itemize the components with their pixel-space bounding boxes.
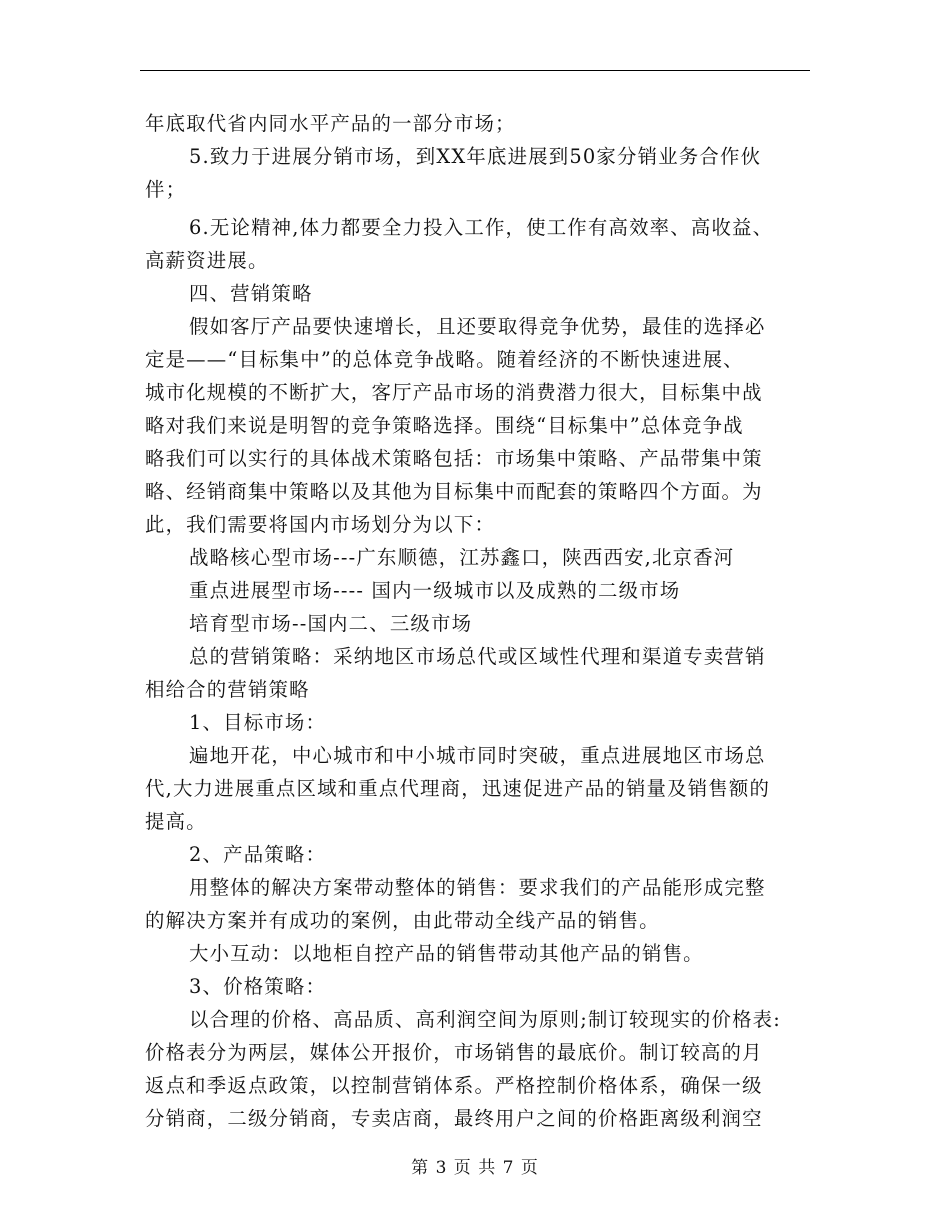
paragraph-line: 此，我们需要将国内市场划分为以下： [145, 513, 496, 536]
paragraph-line: 代,大力进展重点区域和重点代理商，迅速促进产品的销量及销售额的 [145, 777, 771, 800]
text-line: 高薪资进展。 [145, 249, 269, 272]
list-item-5: 5.致力于进展分销市场，到XX年底进展到50家分销业务合作伙 [189, 145, 762, 168]
document-body [145, 107, 810, 1135]
page-number: 第 3 页 共 7 页 [411, 1158, 539, 1178]
paragraph-line: 提高。 [145, 810, 207, 833]
paragraph-line: 用整体的解决方案带动整体的销售：要求我们的产品能形成完整 [189, 876, 766, 899]
paragraph-line: 略、经销商集中策略以及其他为目标集中而配套的策略四个方面。为 [145, 480, 763, 503]
subheading-target-market: 1、目标市场： [189, 711, 327, 734]
paragraph-line: 价格表分为两层，媒体公开报价，市场销售的最底价。制订较高的月 [145, 1041, 763, 1064]
paragraph-line: 略我们可以实行的具体战术策略包括：市场集中策略、产品带集中策 [145, 447, 763, 470]
paragraph-line: 假如客厅产品要快速增长，且还要取得竞争优势，最佳的选择必 [189, 315, 766, 338]
section-heading-marketing-strategy: 四、营销策略 [189, 282, 313, 305]
paragraph-line: 总的营销策略：采纳地区市场总代或区域性代理和渠道专卖营销 [189, 645, 766, 668]
paragraph-line: 的解决方案并有成功的案例，由此带动全线产品的销售。 [145, 909, 660, 932]
paragraph-line: 遍地开花，中心城市和中小城市同时突破，重点进展地区市场总 [189, 744, 766, 767]
text-line: 伴； [145, 178, 187, 201]
paragraph-line: 以合理的价格、高品质、高利润空间为原则;制订较现实的价格表: [189, 1008, 782, 1031]
market-tier-core: 战略核心型市场---广东顺德，江苏鑫口，陕西西安,北京香河 [189, 546, 735, 569]
paragraph-line: 城市化规模的不断扩大，客厅产品市场的消费潜力很大，目标集中战 [145, 381, 763, 404]
paragraph-line: 大小互动：以地柜自控产品的销售带动其他产品的销售。 [189, 942, 704, 965]
subheading-price-strategy: 3、价格策略： [189, 975, 327, 998]
paragraph-line: 分销商，二级分销商，专卖店商，最终用户之间的价格距离级利润空 [145, 1107, 763, 1130]
list-item-6: 6.无论精神,体力都要全力投入工作，使工作有高效率、高收益、 [189, 216, 774, 239]
subheading-product-strategy: 2、产品策略： [189, 843, 327, 866]
paragraph-line: 返点和季返点政策，以控制营销体系。严格控制价格体系，确保一级 [145, 1074, 763, 1097]
paragraph-line: 略对我们来说是明智的竞争策略选择。围绕“目标集中”总体竞争战 [145, 414, 744, 437]
market-tier-key: 重点进展型市场---- 国内一级城市以及成熟的二级市场 [189, 579, 681, 602]
text-line: 年底取代省内同水平产品的一部分市场； [145, 112, 516, 135]
paragraph-line: 定是——“目标集中”的总体竞争战略。随着经济的不断快速进展、 [145, 348, 744, 371]
market-tier-developing: 培育型市场--国内二、三级市场 [189, 612, 473, 635]
paragraph-line: 相给合的营销策略 [145, 678, 310, 701]
header-rule [140, 70, 810, 71]
